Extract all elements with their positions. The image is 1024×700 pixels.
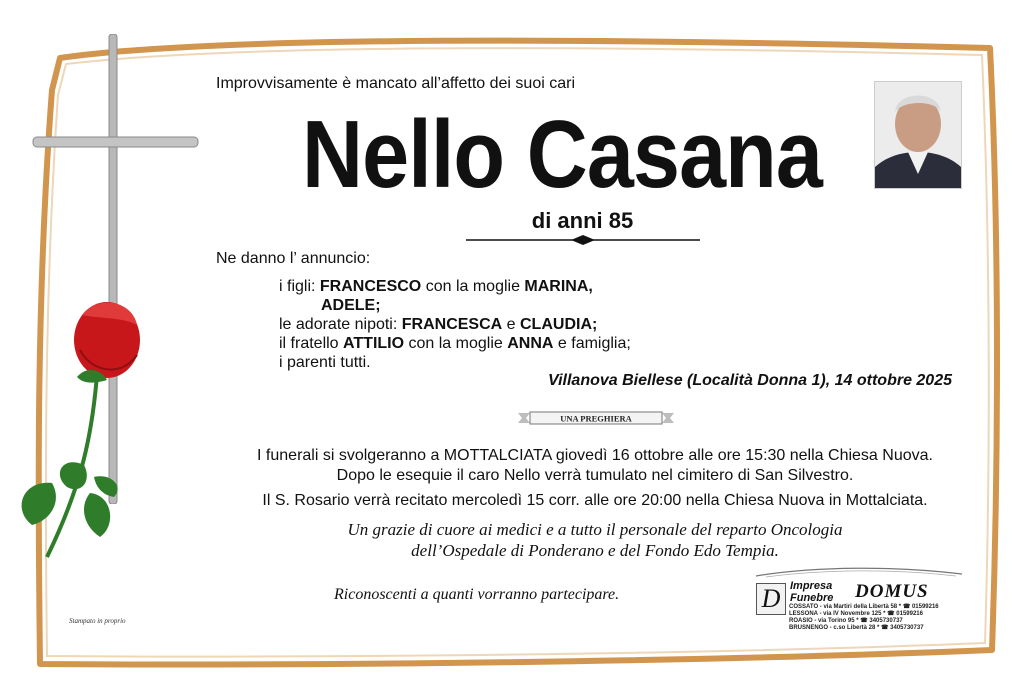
rosary-info: Il S. Rosario verrà recitato mercoledì 15 corr. alle ore 20:00 nella Chiesa Nuova in Mottalciata. [262,492,928,509]
office-address: BRUSNENGO - c.so Libertà 28 * ☎ 3405730737 [789,625,924,631]
family-line-child2: ADELE; [321,297,381,314]
age-text: di anni 85 [531,208,634,233]
funeral-home-brand: DOMUS [855,581,929,602]
funeral-home-type: Impresa Funebre [790,580,834,604]
funeral-home-logo: D [756,583,786,615]
divider-ornament-icon [466,233,700,247]
office-address: COSSATO - via Martiri della Libertà 58 * ☎ 01599216 [789,604,939,610]
office-address: LESSONA - via IV Novembre 125 * ☎ 01599216 [789,611,923,617]
deceased-name: Nello Casana [302,101,822,208]
portrait-photo [874,81,962,189]
printed-note: Stampato in proprio [69,617,126,625]
thanks-line2: dell’Ospedale di Ponderano e del Fondo Edo Tempia. [411,541,779,560]
thanks-line1: Un grazie di cuore ai medici e a tutto il personale del reparto Oncologia [347,520,843,539]
family-line-brother: il fratello ATTILIO con la moglie ANNA e famiglia; [279,335,631,352]
funeral-info-line2: Dopo le esequie il caro Nello verrà tumulato nel cimitero di San Silvestro. [336,467,854,484]
prayer-ribbon-icon[interactable] [518,410,674,426]
place-date: Villanova Biellese (Località Donna 1), 14 ottobre 2025 [548,372,952,389]
family-line-children: i figli: FRANCESCO con la moglie MARINA, [279,278,593,295]
family-line-relatives: i parenti tutti. [279,354,371,371]
announcement-heading: Ne danno l’ annuncio: [216,250,371,267]
family-line-nephews: le adorate nipoti: FRANCESCA e CLAUDIA; [279,316,598,333]
office-address: ROASIO - via Torino 95 * ☎ 3405730737 [789,618,903,624]
funeral-info-line1: I funerali si svolgeranno a MOTTALCIATA giovedì 16 ottobre alle ore 15:30 nella Chiesa Nuova. [257,447,933,464]
header-swoosh [756,566,962,578]
grateful-text: Riconoscenti a quanti vorranno partecipare. [334,586,620,603]
rose-icon [12,295,162,565]
intro-text: Improvvisamente è mancato all’affetto dei suoi cari [216,75,575,92]
prayer-label: UNA PREGHIERA [560,413,632,424]
